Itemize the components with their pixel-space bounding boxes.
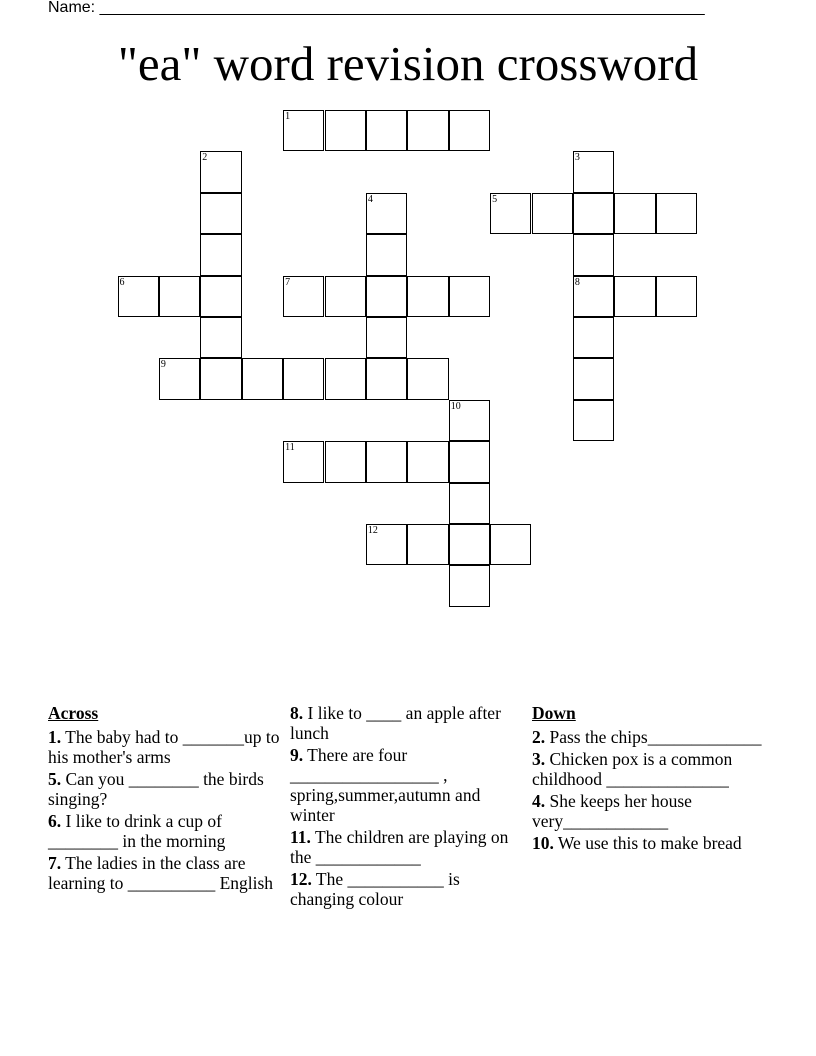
clue-number: 4 <box>367 193 373 205</box>
grid-cell[interactable] <box>325 358 366 399</box>
grid-cell[interactable] <box>325 441 366 482</box>
grid-cell[interactable] <box>573 400 614 441</box>
grid-cell[interactable] <box>242 358 283 399</box>
clue-number: 9 <box>160 359 166 371</box>
grid-cell[interactable] <box>449 524 490 565</box>
grid-cell[interactable] <box>449 441 490 482</box>
clue-number: 6 <box>119 276 125 288</box>
grid-cell[interactable] <box>366 358 407 399</box>
grid-cell[interactable] <box>200 358 241 399</box>
grid-cell[interactable] <box>200 317 241 358</box>
grid-cell[interactable] <box>407 441 448 482</box>
grid-cell[interactable] <box>118 276 159 317</box>
clues-column-3 <box>532 703 764 855</box>
clue-number: 10 <box>450 400 461 412</box>
grid-cell[interactable] <box>614 193 655 234</box>
grid-cell[interactable] <box>407 110 448 151</box>
clue-number: 5 <box>492 193 498 205</box>
grid-cell[interactable] <box>449 400 490 441</box>
grid-cell[interactable] <box>366 524 407 565</box>
grid-cell[interactable] <box>449 483 490 524</box>
grid-cell[interactable] <box>449 276 490 317</box>
grid-cell[interactable] <box>656 276 697 317</box>
clue-number: 1 <box>285 111 291 122</box>
grid-cell[interactable] <box>159 276 200 317</box>
grid-cell[interactable] <box>573 317 614 358</box>
grid-cell[interactable] <box>407 358 448 399</box>
grid-cell[interactable] <box>573 276 614 317</box>
grid-cell[interactable] <box>449 110 490 151</box>
grid-cell[interactable] <box>283 110 324 151</box>
grid-cell[interactable] <box>532 193 573 234</box>
grid-cell[interactable] <box>449 565 490 606</box>
grid-cell[interactable] <box>325 110 366 151</box>
clue-across-1: 1. The baby had to _______up to his mother's arms <box>48 727 280 767</box>
clue-down-2: 2. Pass the chips_____________ <box>532 727 762 747</box>
clues-column-2 <box>290 703 522 911</box>
clue-across-9: 9. There are four _________________ , spring,summer,autumn and winter <box>290 745 481 825</box>
grid-cell[interactable] <box>614 276 655 317</box>
clue-across-5: 5. Can you ________ the birds singing? <box>48 769 264 809</box>
grid-cell[interactable] <box>159 358 200 399</box>
grid-cell[interactable] <box>490 524 531 565</box>
page-title: "ea" word revision crossword <box>117 36 699 91</box>
clue-down-4: 4. She keeps her house very____________ <box>532 791 692 831</box>
clue-number: 12 <box>367 525 378 536</box>
clue-number: 7 <box>285 276 291 288</box>
grid-cell[interactable] <box>283 276 324 317</box>
grid-cell[interactable] <box>366 317 407 358</box>
grid-cell[interactable] <box>366 276 407 317</box>
clues-column-1 <box>48 703 280 895</box>
grid-cell[interactable] <box>573 193 614 234</box>
grid-cell[interactable] <box>200 151 241 192</box>
grid-cell[interactable] <box>573 358 614 399</box>
grid-cell[interactable] <box>490 193 531 234</box>
name-field[interactable]: Name: ____________________________________________________________________ <box>48 0 705 16</box>
grid-cell[interactable] <box>407 524 448 565</box>
grid-cell[interactable] <box>200 276 241 317</box>
across-heading: Across <box>48 703 99 723</box>
grid-cell[interactable] <box>366 441 407 482</box>
clue-across-8: 8. I like to ____ an apple after lunch <box>290 703 501 743</box>
grid-cell[interactable] <box>366 110 407 151</box>
grid-cell[interactable] <box>200 193 241 234</box>
clue-number: 11 <box>285 442 295 454</box>
grid-cell[interactable] <box>573 151 614 192</box>
grid-cell[interactable] <box>283 441 324 482</box>
grid-cell[interactable] <box>407 276 448 317</box>
grid-cell[interactable] <box>325 276 366 317</box>
grid-cell[interactable] <box>200 234 241 275</box>
down-heading: Down <box>532 703 576 723</box>
clue-across-12: 12. The ___________ is changing colour <box>290 869 460 909</box>
grid-cell[interactable] <box>366 193 407 234</box>
clue-number: 2 <box>202 152 208 164</box>
clue-number: 3 <box>574 152 580 164</box>
clue-across-11: 11. The children are playing on the ____________ <box>290 827 509 867</box>
clue-down-3: 3. Chicken pox is a common childhood ______________ <box>532 749 733 789</box>
clue-across-6: 6. I like to drink a cup of ________ in the morning <box>48 811 226 851</box>
clue-across-7: 7. The ladies in the class are learning to __________ English <box>48 853 274 893</box>
grid-cell[interactable] <box>366 234 407 275</box>
grid-cell[interactable] <box>283 358 324 399</box>
clue-number: 8 <box>574 276 580 288</box>
clue-down-10: 10. We use this to make bread <box>532 833 742 853</box>
grid-cell[interactable] <box>656 193 697 234</box>
grid-cell[interactable] <box>573 234 614 275</box>
